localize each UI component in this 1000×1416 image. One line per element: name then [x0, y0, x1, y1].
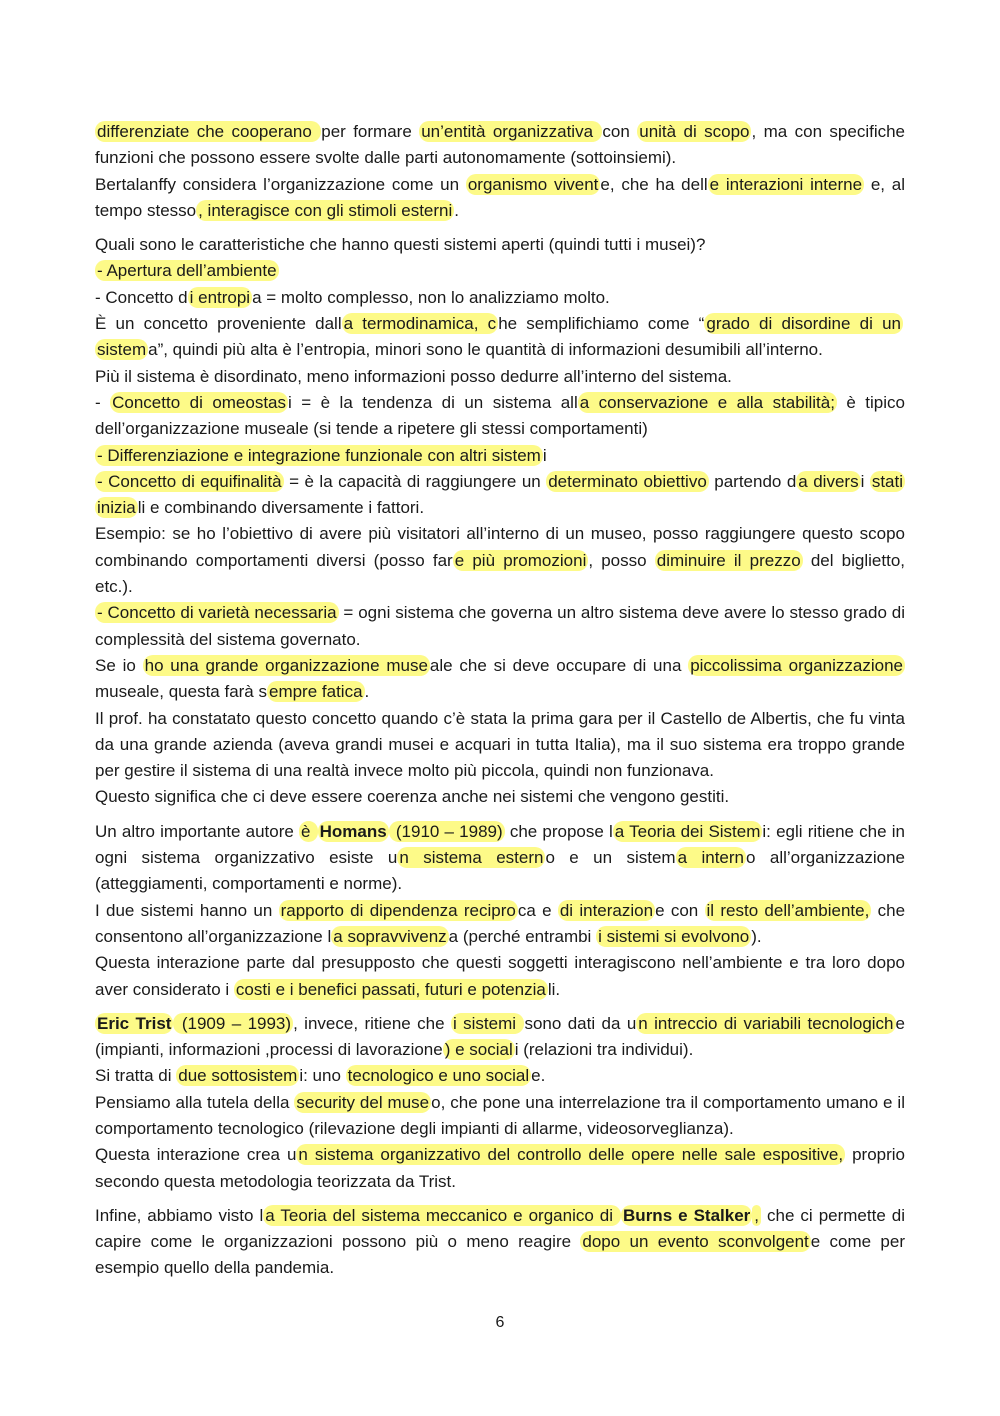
text-run: Pensiamo alla tutela della [95, 1092, 295, 1112]
highlighted-text: e interazioni interne [709, 174, 863, 194]
text-run: . [364, 682, 370, 702]
text-run: sono dati da u [524, 1013, 637, 1033]
highlighted-text: i entropi [189, 287, 251, 307]
text-run: Esempio: se ho l’obiettivo di avere più visitatori all’interno di un museo, posso raggiungere questo scopo combinando comportamenti diversi (posso far [95, 524, 905, 570]
text-run: ale che si deve occupare di una [429, 655, 689, 675]
paragraph [95, 443, 905, 469]
paragraph [95, 1203, 905, 1282]
text-run: e come per esempio quello della pandemia. [95, 1232, 905, 1278]
paragraph [95, 232, 905, 258]
text-run: e (impianti, informazioni ,processi di lavorazione [95, 1013, 905, 1060]
text-run: per formare [321, 122, 420, 141]
text-run: è tipico dell’organizzazione museale (si tende a ripetere gli stessi comportamenti) [95, 392, 905, 439]
text-run: Questa interazione crea u [95, 1145, 297, 1165]
text-run: a = molto complesso, non lo analizziamo molto. [252, 287, 610, 307]
highlighted-text: n intreccio di variabili tecnologich [638, 1013, 894, 1033]
highlighted-text: a sopravvivenz [333, 926, 447, 946]
text-run: e. [531, 1066, 546, 1086]
highlighted-text: dopo un evento sconvolgent [582, 1232, 809, 1252]
highlighted-text: , [754, 1205, 760, 1225]
text-run: del biglietto, etc.). [95, 550, 905, 597]
highlighted-text: costi e i benefici passati, futuri e potenzia [235, 979, 546, 999]
paragraph [95, 600, 905, 653]
paragraph [95, 390, 905, 443]
highlighted-text: , interagisce con gli stimoli esterni [198, 200, 453, 220]
text-run: i (relazioni tra individui). [514, 1040, 694, 1060]
text-run: i [860, 471, 870, 491]
highlighted-text: ho una grande organizzazione muse [144, 655, 428, 675]
text-run: ). [751, 926, 762, 946]
paragraph [95, 653, 905, 706]
text-run: Questa interazione parte dal presupposto che questi soggetti interagiscono nell’ambiente e tra loro dopo aver considerato i [95, 953, 905, 999]
highlighted-text: ) e social [444, 1040, 513, 1060]
paragraph [95, 258, 905, 284]
text-run: e, al tempo stesso [95, 174, 905, 220]
page-body [95, 119, 905, 1282]
text-run: , invece, ritiene che [293, 1013, 451, 1033]
text-run: che propose l [504, 821, 613, 841]
paragraph [95, 1090, 905, 1143]
paragraph [95, 311, 905, 364]
highlighted-text: n sistema estern [399, 848, 544, 868]
paragraph [95, 521, 905, 600]
highlighted-text: a intern [677, 848, 744, 868]
highlighted-text: di interazion [559, 900, 654, 920]
highlighted-text: a termodinamica, c [343, 314, 497, 334]
highlighted-text: - Apertura dell’ambiente [97, 261, 277, 281]
highlighted-text: e più promozioni [454, 550, 587, 570]
paragraph [95, 285, 905, 311]
text-run: e con [655, 900, 705, 920]
text-run: Più il sistema è disordinato, meno informazioni posso dedurre all’interno del sistema. [95, 366, 732, 386]
text-run: Questo significa che ci deve essere coerenza anche nei sistemi che vengono gestiti. [95, 787, 730, 807]
text-run: È un concetto proveniente dall [95, 314, 342, 334]
highlighted-text: grado di disordine di un sistem [97, 314, 901, 360]
paragraph [95, 172, 905, 225]
paragraph [95, 469, 905, 522]
text-run: a”, quindi più alta è l’entropia, minori sono le quantità di informazioni desumibili all’interno. [148, 340, 823, 360]
text-run: li. [547, 979, 561, 999]
text-run: . [454, 200, 460, 220]
highlighted-text: a Teoria dei Sistem [614, 821, 761, 841]
text-run: o e un sistem [545, 848, 676, 868]
paragraph [95, 898, 905, 951]
highlighted-text [95, 1013, 173, 1034]
text-run: a (perché entrambi [448, 926, 597, 946]
highlighted-text: piccolissima organizzazione [690, 655, 903, 675]
highlighted-text: rapporto di dipendenza recipro [280, 900, 516, 920]
highlighted-text: n sistema organizzativo del controllo delle opere nelle sale espositive, [298, 1145, 844, 1165]
bold-text: Homans [319, 821, 387, 841]
highlighted-text: security del muse [296, 1092, 430, 1112]
paragraph [95, 784, 905, 810]
highlighted-text: è [301, 821, 316, 841]
text-run: = è la capacità di raggiungere un [283, 471, 547, 491]
highlighted-text: a divers [798, 471, 859, 491]
highlighted-text: empre fatica [268, 682, 363, 702]
text-run: Quali sono le caratteristiche che hanno questi sistemi aperti (quindi tutti i musei)? [95, 235, 706, 255]
text-run: i [542, 445, 547, 465]
paragraph [95, 950, 905, 1003]
paragraph [95, 119, 905, 172]
text-run: ca e [517, 900, 558, 920]
highlighted-text: a conservazione e alla stabilità; [579, 392, 835, 412]
bold-text: Burns e Stalker [623, 1205, 751, 1225]
text-run: che ci permette di capire come le organizzazioni possono più o meno reagire [95, 1205, 905, 1252]
text-run: o, che pone una interrelazione tra il comportamento umano e il comportamento tecnologico (rilevazione degli impianti di allarme, videosorveglianza). [95, 1092, 905, 1138]
highlighted-text: diminuire il prezzo [656, 550, 801, 570]
text-run: e, che ha dell [600, 174, 708, 194]
page-number: 6 [495, 1314, 505, 1331]
paragraph [95, 706, 905, 785]
text-run: Si tratta di [95, 1066, 177, 1086]
text-run: Il prof. ha constatato questo concetto quando c’è stata la prima gara per il Castello de Albertis, che fu vinta da una grande azienda (aveva grandi musei e acquari in tutta Italia), ma il suo sistema era troppo grande per gestire il sistema di una realtà invece molto più piccola, quindi non funzionava. [95, 708, 905, 781]
text-run: , ma con specifiche funzioni che possono essere svolte dalle parti autonomamente (sottoinsiemi). [95, 122, 906, 168]
text-run: = ogni sistema che governa un altro sistema deve avere lo stesso grado di complessità del sistema governato. [95, 603, 905, 649]
text-run: li e combinando diversamente i fattori. [137, 498, 425, 518]
text-run: proprio secondo questa metodologia teorizzata da Trist. [95, 1145, 906, 1191]
highlighted-text: stati inizia [97, 471, 904, 518]
highlighted-text [318, 821, 389, 842]
text-run: i: uno [299, 1066, 346, 1086]
paragraph [95, 1011, 905, 1064]
bold-text: Eric Trist [97, 1013, 172, 1033]
highlighted-text: tecnologico e uno social [347, 1066, 530, 1086]
text-run: o all’organizzazione (atteggiamenti, comportamenti e norme). [95, 848, 905, 894]
highlighted-text: i sistemi si evolvono [598, 926, 750, 946]
text-run: i = è la tendenza di un sistema all [288, 392, 578, 412]
text-run: - [95, 392, 111, 412]
text-run: con [602, 122, 638, 141]
highlighted-text: un’entità organizzativa [421, 122, 601, 141]
text-run: , posso [588, 550, 655, 570]
text-run: partendo d [708, 471, 797, 491]
text-run: he semplifichiamo come “ [498, 314, 705, 334]
text-run: Un altro importante autore [95, 821, 300, 841]
highlighted-text: a Teoria del sistema meccanico e organico di [265, 1205, 620, 1225]
highlighted-text: (1909 – 1993) [175, 1013, 292, 1033]
highlighted-text: i sistemi [452, 1013, 523, 1033]
paragraph [95, 819, 905, 898]
highlighted-text [621, 1205, 752, 1226]
text-run: che consentono all’organizzazione l [95, 900, 906, 946]
highlighted-text: il resto dell’ambiente, [706, 900, 870, 920]
text-run: i: egli ritiene che in ogni sistema organizzativo esiste u [95, 821, 905, 868]
highlighted-text: differenziate che cooperano [97, 122, 320, 141]
highlighted-text: - Differenziazione e integrazione funzionale con altri sistem [97, 445, 541, 465]
highlighted-text: Concetto di omeostas [112, 392, 287, 412]
text-run: I due sistemi hanno un [95, 900, 279, 920]
text-run: Bertalanffy considera l’organizzazione come un [95, 174, 466, 194]
highlighted-text: (1910 – 1989) [390, 821, 503, 841]
paragraph [95, 1063, 905, 1089]
text-run: - Concetto d [95, 287, 188, 307]
paragraph [95, 364, 905, 390]
text-run: museale, questa farà s [95, 682, 267, 702]
text-run: Infine, abbiamo visto l [95, 1205, 264, 1225]
highlighted-text: due sottosistem [178, 1066, 298, 1086]
highlighted-text: - Concetto di varietà necessaria [97, 603, 337, 623]
highlighted-text: unità di scopo [639, 122, 750, 141]
highlighted-text: determinato obiettivo [548, 471, 707, 491]
text-run: Se io [95, 655, 143, 675]
paragraph [95, 1142, 905, 1195]
highlighted-text: organismo vivent [467, 174, 599, 194]
highlighted-text: - Concetto di equifinalità [97, 471, 282, 491]
